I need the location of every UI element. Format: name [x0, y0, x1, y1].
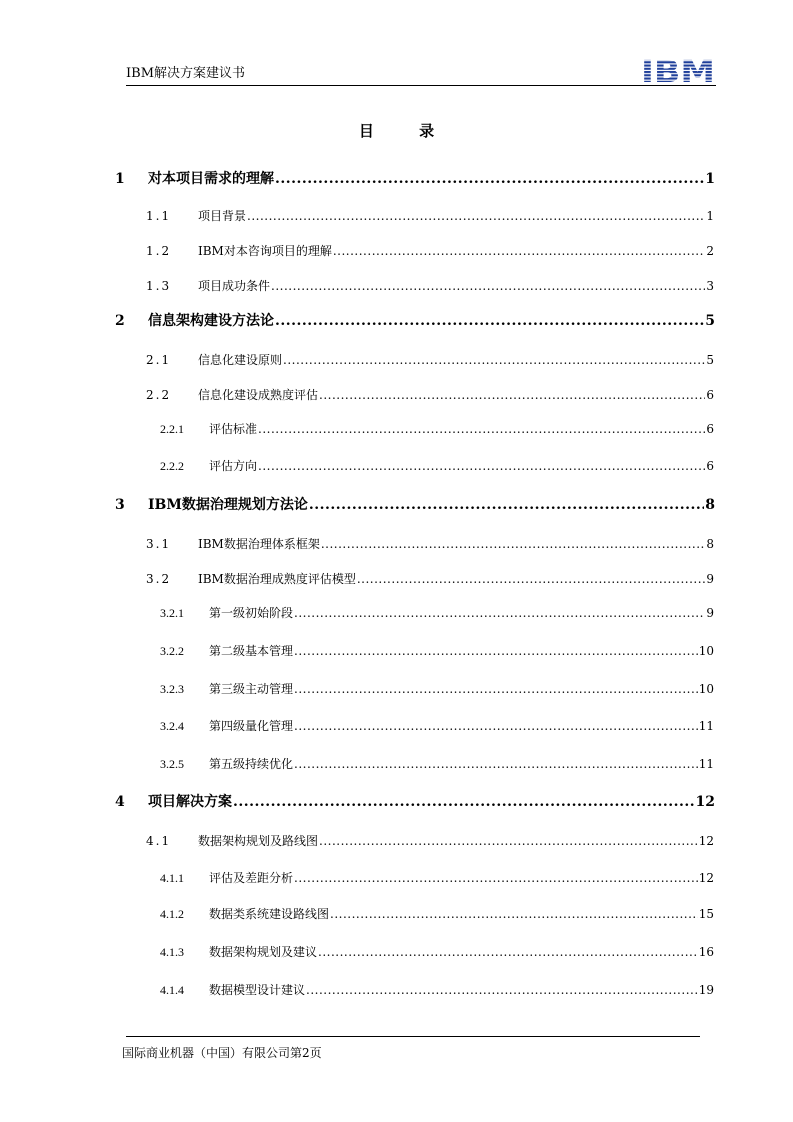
toc-entry-number: 2.2: [146, 388, 172, 402]
toc-dot-leader: [321, 534, 706, 554]
toc-entry-number: 4.1.2: [160, 907, 184, 921]
toc-entry-label: 项目解决方案: [148, 794, 232, 810]
toc-entry-row: [198, 276, 714, 296]
toc-dot-leader: [309, 495, 704, 515]
toc-entry-page: 10: [698, 644, 714, 658]
toc-entry-label: IBM数据治理成熟度评估模型: [198, 572, 356, 586]
toc-dot-leader: [271, 276, 705, 296]
toc-dot-leader: [333, 241, 706, 261]
toc-entry-label: 第二级基本管理: [209, 644, 294, 658]
toc-entry-row: [209, 456, 714, 476]
toc-entry-label: 对本项目需求的理解: [148, 171, 274, 187]
toc-entry-row: [198, 350, 714, 370]
toc-entry-row: [198, 385, 714, 405]
toc-entry-page: 12: [698, 834, 714, 848]
toc-dot-leader: [258, 456, 705, 476]
toc-entry-label: 项目背景: [198, 209, 247, 223]
toc-entry-page: 1: [706, 209, 714, 223]
toc-entry-label: 项目成功条件: [198, 279, 271, 293]
toc-entry-number: 2.2.2: [160, 459, 184, 473]
toc-entry-label: 评估及差距分析: [209, 871, 294, 885]
toc-entry-label: 第四级量化管理: [209, 719, 294, 733]
toc-entry-number: 3.2.3: [160, 682, 184, 696]
toc-entry-row: [209, 716, 714, 736]
toc-entry-number: 4.1: [146, 834, 172, 848]
footer-rule: [126, 1036, 700, 1037]
toc-entry-row: [198, 534, 714, 554]
toc-entry-number: 1.3: [146, 279, 172, 293]
toc-entry-label: 数据架构规划及路线图: [198, 834, 319, 848]
toc-entry-number: 3.1: [146, 537, 172, 551]
toc-dot-leader: [306, 980, 698, 1000]
toc-entry-label: IBM数据治理规划方法论: [148, 497, 308, 513]
toc-entry-row: [209, 942, 714, 962]
toc-title: 目 录: [358, 122, 455, 140]
toc-dot-leader: [294, 754, 698, 774]
toc-entry-row: [209, 603, 714, 623]
toc-entry-number: 3.2.4: [160, 719, 184, 733]
toc-entry-page: 16: [698, 945, 714, 959]
toc-entry-label: 第三级主动管理: [209, 682, 294, 696]
toc-entry-number: 4.1.3: [160, 945, 184, 959]
toc-entry-row: [209, 868, 714, 888]
toc-entry-page: 6: [706, 422, 714, 436]
toc-entry-number: 3.2.5: [160, 757, 184, 771]
toc-entry-page: 2: [706, 244, 714, 258]
toc-dot-leader: [275, 311, 704, 331]
toc-dot-leader: [294, 679, 698, 699]
toc-entry-row: [209, 679, 714, 699]
toc-dot-leader: [330, 904, 698, 924]
toc-dot-leader: [319, 831, 698, 851]
toc-entry-page: 15: [698, 907, 714, 921]
toc-entry-page: 12: [698, 871, 714, 885]
toc-entry-row: [209, 641, 714, 661]
toc-entry-page: 12: [695, 794, 715, 810]
toc-entry-row: [198, 241, 714, 261]
toc-entry-page: 3: [706, 279, 714, 293]
toc-entry-number: 4: [115, 794, 125, 810]
toc-entry-number: 2.1: [146, 353, 172, 367]
toc-entry-number: 4.1.1: [160, 871, 184, 885]
toc-entry-page: 8: [705, 497, 715, 513]
toc-entry-row: [148, 495, 715, 515]
footer-text: 国际商业机器（中国）有限公司第2页: [122, 1046, 322, 1060]
toc-entry-number: 3.2.1: [160, 606, 184, 620]
toc-dot-leader: [294, 868, 698, 888]
toc-entry-page: 19: [698, 983, 714, 997]
toc-entry-number: 4.1.4: [160, 983, 184, 997]
toc-entry-label: IBM对本咨询项目的理解: [198, 244, 332, 258]
toc-entry-number: 1.1: [146, 209, 172, 223]
toc-dot-leader: [294, 716, 698, 736]
toc-entry-page: 5: [706, 353, 714, 367]
toc-entry-label: 信息架构建设方法论: [148, 313, 274, 329]
toc-entry-number: 1: [115, 171, 125, 187]
toc-entry-label: 信息化建设成熟度评估: [198, 388, 319, 402]
toc-dot-leader: [357, 569, 706, 589]
ibm-logo: [640, 58, 716, 84]
toc-entry-row: [198, 831, 714, 851]
toc-dot-leader: [275, 169, 704, 189]
toc-entry-row: [148, 169, 715, 189]
toc-entry-page: 8: [706, 537, 714, 551]
toc-dot-leader: [247, 206, 705, 226]
toc-entry-row: [209, 980, 714, 1000]
toc-entry-page: 9: [706, 606, 714, 620]
toc-entry-page: 5: [705, 313, 715, 329]
ibm-logo-text: IBM: [641, 58, 715, 84]
toc-dot-leader: [294, 641, 698, 661]
toc-dot-leader: [319, 385, 705, 405]
toc-entry-row: [209, 754, 714, 774]
toc-entry-number: 3: [115, 497, 125, 513]
toc-dot-leader: [294, 603, 705, 623]
toc-entry-row: [198, 569, 714, 589]
toc-entry-page: 1: [705, 171, 715, 187]
toc-entry-page: 9: [706, 572, 714, 586]
toc-entry-row: [148, 792, 715, 812]
toc-entry-row: [148, 311, 715, 331]
toc-entry-row: [209, 419, 714, 439]
toc-entry-row: [209, 904, 714, 924]
toc-entry-number: 2.2.1: [160, 422, 184, 436]
toc-entry-row: [198, 206, 714, 226]
toc-entry-number: 3.2.2: [160, 644, 184, 658]
toc-entry-page: 6: [706, 388, 714, 402]
toc-entry-page: 11: [698, 757, 714, 771]
toc-entry-label: 数据模型设计建议: [209, 983, 306, 997]
toc-entry-page: 10: [698, 682, 714, 696]
toc-entry-label: 数据架构规划及建议: [209, 945, 318, 959]
toc-entry-page: 11: [698, 719, 714, 733]
toc-dot-leader: [258, 419, 705, 439]
toc-entry-label: 评估标准: [209, 422, 258, 436]
toc-entry-page: 6: [706, 459, 714, 473]
toc-entry-label: 第五级持续优化: [209, 757, 294, 771]
toc-entry-label: IBM数据治理体系框架: [198, 537, 320, 551]
header-title: IBM解决方案建议书: [126, 66, 245, 81]
toc-entry-number: 2: [115, 313, 125, 329]
toc-entry-number: 1.2: [146, 244, 172, 258]
toc-dot-leader: [233, 792, 695, 812]
toc-entry-number: 3.2: [146, 572, 172, 586]
toc-entry-label: 评估方向: [209, 459, 258, 473]
header-rule: [126, 85, 716, 86]
toc-entry-label: 数据类系统建设路线图: [209, 907, 330, 921]
toc-dot-leader: [283, 350, 705, 370]
toc-dot-leader: [318, 942, 698, 962]
toc-entry-label: 信息化建设原则: [198, 353, 283, 367]
toc-entry-label: 第一级初始阶段: [209, 606, 294, 620]
